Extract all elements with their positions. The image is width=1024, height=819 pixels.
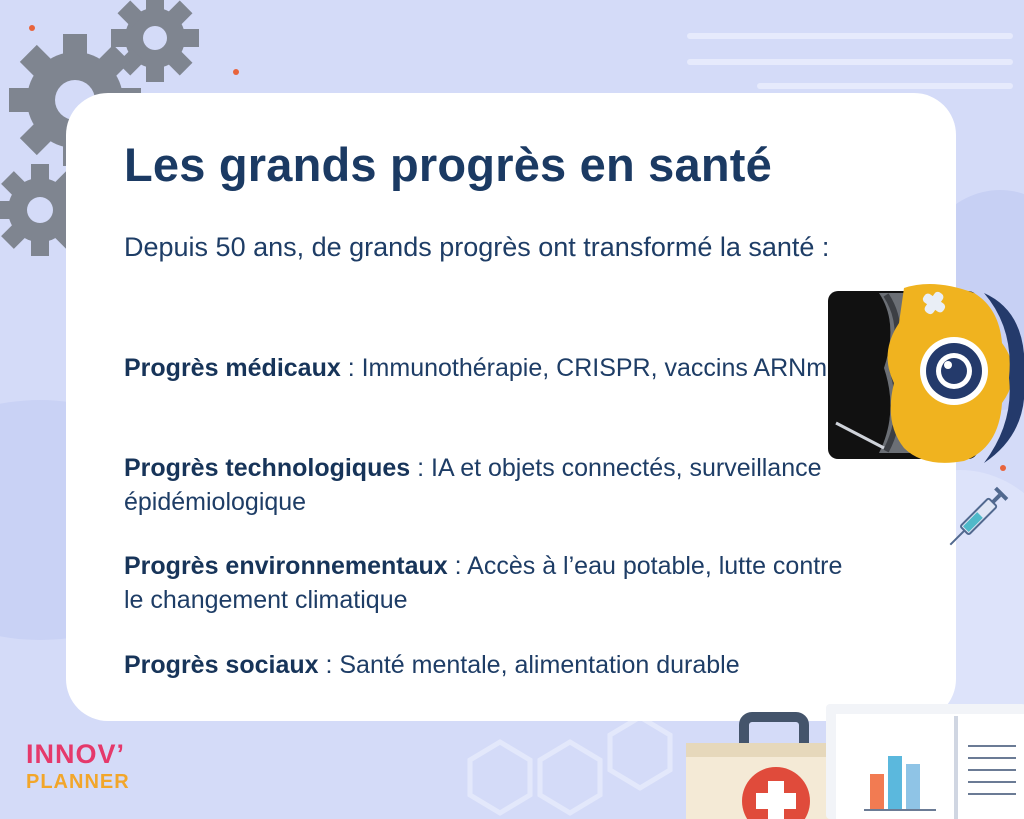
item-label: Progrès environnementaux	[124, 552, 448, 580]
phone-eye-illustration	[824, 283, 1024, 468]
list-item	[124, 648, 864, 682]
brand-logo	[26, 740, 130, 796]
list-item	[124, 451, 864, 519]
item-text: : Immunothérapie, CRISPR, vaccins ARNm	[340, 354, 828, 382]
item-text: : Accès à l’eau potable, lutte contre le changement climatique	[124, 552, 843, 614]
item-text: : Santé mentale, alimentation durable	[318, 651, 740, 679]
content-card	[66, 93, 956, 721]
item-label: Progrès médicaux	[124, 354, 341, 382]
logo-line-2: PLANNER	[26, 771, 130, 793]
syringe-icon	[940, 480, 1020, 550]
chart-board-icon	[826, 704, 1024, 819]
page-title: Les grands progrès en santé	[124, 138, 772, 191]
list-item	[124, 549, 864, 617]
item-text: : IA et objets connectés, surveillance épidémiologique	[124, 454, 822, 516]
item-label: Progrès sociaux	[124, 651, 319, 679]
logo-line-1: INNOV’	[26, 739, 126, 769]
item-label: Progrès technologiques	[124, 454, 411, 482]
list-item	[124, 351, 864, 385]
intro-text: Depuis 50 ans, de grands progrès ont transformé la santé :	[124, 232, 830, 262]
